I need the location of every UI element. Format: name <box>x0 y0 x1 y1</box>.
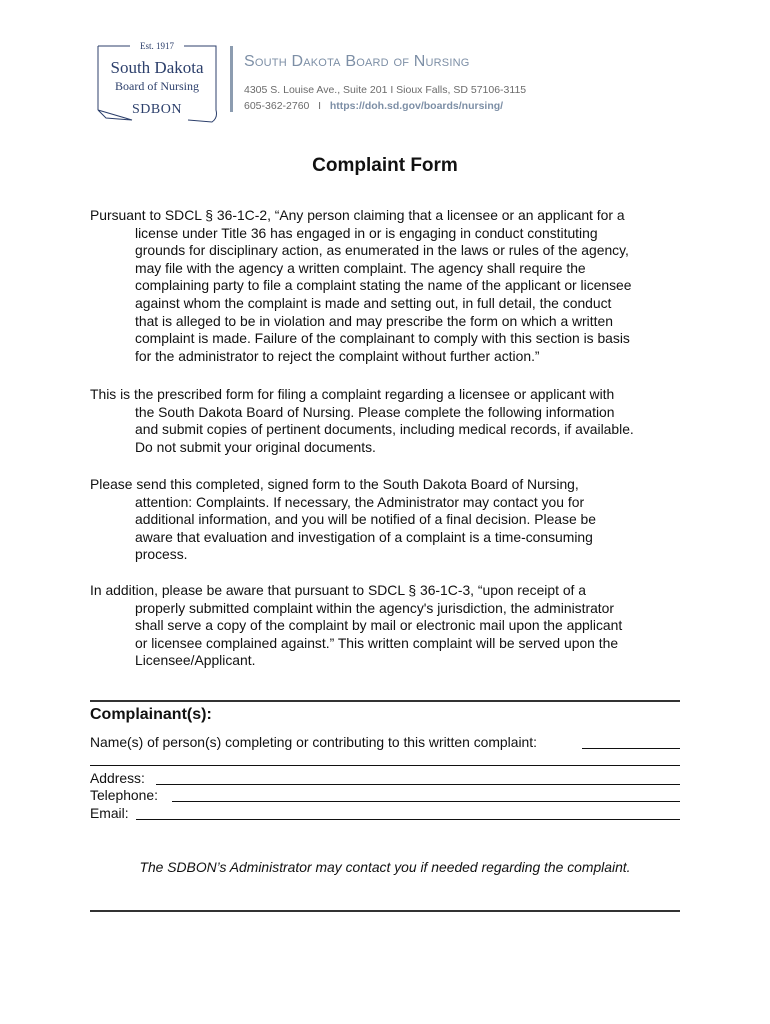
organization-contact <box>244 100 503 112</box>
logo-abbreviation: SDBON <box>132 102 182 117</box>
logo-established: Est. 1917 <box>139 41 174 51</box>
submission-paragraph: Please send this completed, signed form to the South Dakota Board of Nursing, attention: Complaints. If necessary, the Administrator may contact you for additional information, and you will be notified of a final decision. Please be aware that evaluation and investigation of a complaint is a time-consuming process. <box>90 476 596 563</box>
logo-board: Board of Nursing <box>115 79 199 93</box>
names-label: Name(s) of person(s) completing or contributing to this written complaint: <box>90 734 537 750</box>
address-label: Address: <box>90 770 145 786</box>
section-divider-bottom <box>90 910 680 912</box>
organization-phone: 605-362-2760 <box>244 100 310 112</box>
organization-address: 4305 S. Louise Ave., Suite 201 I Sioux Falls, SD 57106-3115 <box>244 84 527 96</box>
telephone-label: Telephone: <box>90 787 158 803</box>
logo-state: South Dakota <box>110 58 204 77</box>
organization-name: South Dakota Board of Nursing <box>244 53 470 70</box>
email-label: Email: <box>90 805 129 821</box>
section-divider-top <box>90 700 680 702</box>
contact-separator: I <box>318 100 322 112</box>
names-field-continuation[interactable] <box>90 765 680 766</box>
email-field[interactable] <box>136 819 680 820</box>
prescribed-form-paragraph: This is the prescribed form for filing a complaint regarding a licensee or applicant with the South Dakota Board of Nursing. Please complete the following information and submit copies of pertinent documents, including medical records, if available. Do not submit your original documents. <box>90 386 634 455</box>
address-field[interactable] <box>156 784 680 785</box>
statute-paragraph: Pursuant to SDCL § 36-1C-2, “Any person claiming that a licensee or an applicant for a license under Title 36 has engaged in or is engaging in conduct constituting grounds for disciplinary action, as enumerated in the laws or rules of the agency, may file with the agency a written complaint. The agency shall require the complaining party to file a complaint stating the name of the applicant or licensee against whom the complaint is made and setting out, in full detail, the conduct that is alleged to be in violation and may prescribe the form on which a written complaint is made. Failure of the complainant to comply with this section is basis for the administrator to reject the complaint without further action.” <box>90 207 632 364</box>
complainant-heading: Complainant(s): <box>90 706 212 723</box>
page-title: Complaint Form <box>312 155 458 176</box>
service-paragraph: In addition, please be aware that pursuant to SDCL § 36-1C-3, “upon receipt of a properly submitted complaint within the agency's jurisdiction, the administrator shall serve a copy of the complaint by mail or electronic mail upon the applicant or licensee complained against.” This written complaint will be served upon the Licensee/Applicant. <box>90 582 623 669</box>
organization-website-link[interactable]: https://doh.sd.gov/boards/nursing/ <box>329 100 504 112</box>
header-divider <box>230 46 233 112</box>
names-field[interactable] <box>582 748 680 749</box>
telephone-field[interactable] <box>172 801 680 802</box>
sdbon-logo <box>92 40 222 126</box>
administrator-note: The SDBON’s Administrator may contact you if needed regarding the complaint. <box>139 859 631 875</box>
